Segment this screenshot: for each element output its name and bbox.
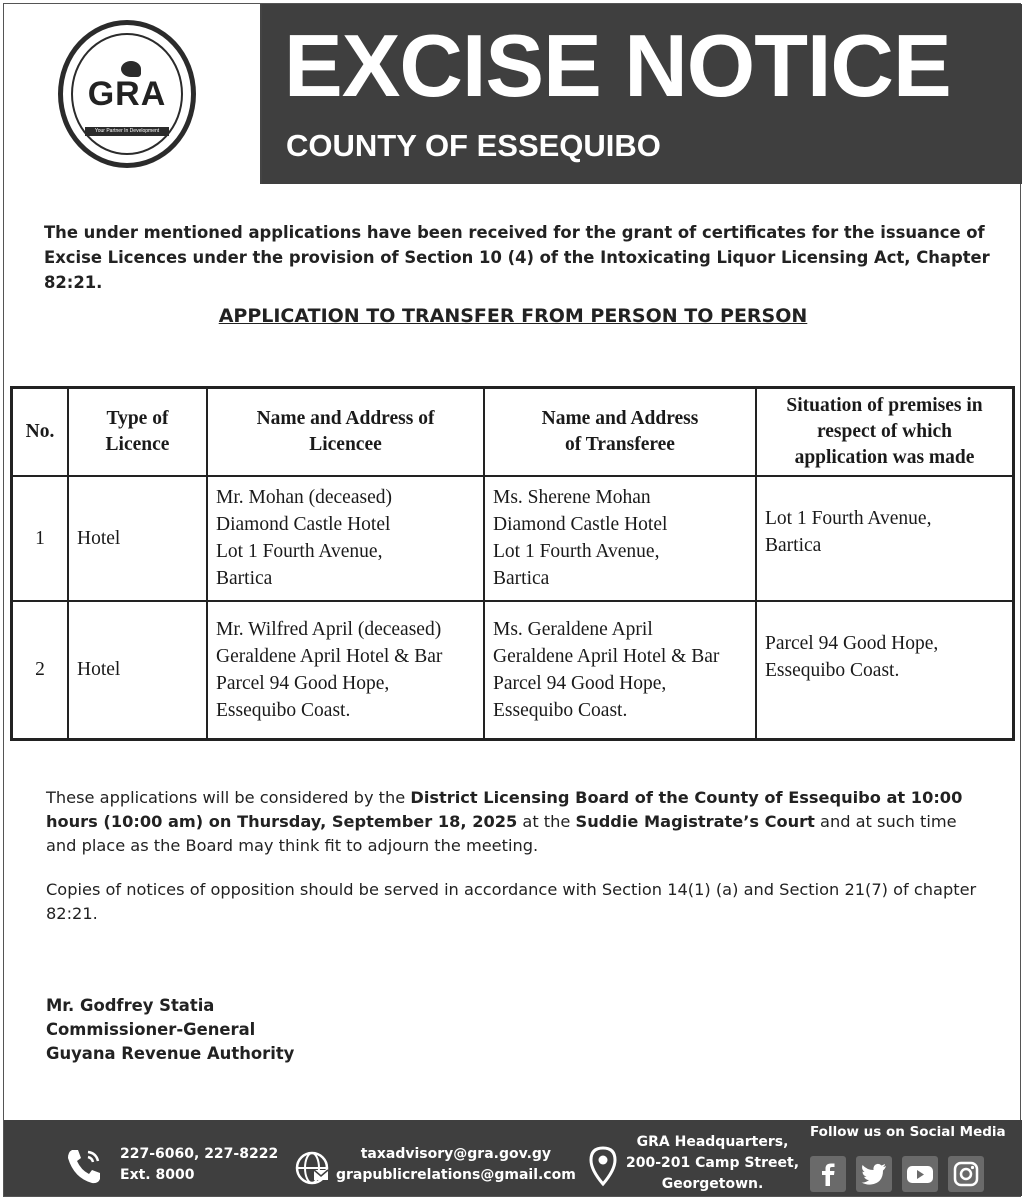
row-transferee: Ms. Sherene Mohan Diamond Castle Hotel Lot 1 Fourth Avenue, Bartica — [484, 476, 756, 601]
logo-tagline: Your Partner In Development — [85, 127, 169, 136]
contact-footer — [4, 1120, 1022, 1196]
header-type: Type of Licence — [68, 388, 207, 477]
facebook-icon[interactable] — [810, 1156, 846, 1192]
applications-table — [10, 386, 1015, 741]
row-transferee: Ms. Geraldene April Geraldene April Hotel & Bar Parcel 94 Good Hope, Essequibo Coast. — [484, 601, 756, 740]
header-transferee: Name and Address of Transferee — [484, 388, 756, 477]
notice-subtitle: COUNTY OF ESSEQUIBO — [286, 128, 661, 163]
notice-title: EXCISE NOTICE — [284, 16, 951, 115]
header-no: No. — [12, 388, 69, 477]
signatory-name: Mr. Godfrey Statia — [46, 996, 215, 1015]
row-no: 1 — [12, 476, 69, 601]
email-addresses[interactable]: taxadvisory@gra.gov.gy grapublicrelations@gmail.com — [336, 1146, 576, 1183]
instagram-icon[interactable] — [948, 1156, 984, 1192]
location-pin-icon — [588, 1146, 618, 1188]
phone-numbers[interactable]: 227-6060, 227-8222 Ext. 8000 — [120, 1146, 279, 1183]
header-situation: Situation of premises in respect of which application was made — [756, 388, 1014, 477]
intro-paragraph: The under mentioned applications have been received for the grant of certificates for the issuance of Excise Licences under the provision of Section 10 (4) of the Intoxicating Liquor Licensing Act, Chapter 82:21. — [44, 223, 990, 292]
opposition-paragraph: Copies of notices of opposition should be served in accordance with Section 14(1) (a) and Section 21(7) of chapter 82:21. — [46, 880, 977, 923]
signature-block — [46, 994, 294, 1066]
signatory-title: Commissioner-General — [46, 1020, 256, 1039]
youtube-icon[interactable] — [902, 1156, 938, 1192]
twitter-icon[interactable] — [856, 1156, 892, 1192]
row-licencee: Mr. Wilfred April (deceased) Geraldene April Hotel & Bar Parcel 94 Good Hope, Essequibo Coast. — [207, 601, 484, 740]
section-heading: APPLICATION TO TRANSFER FROM PERSON TO PERSON — [218, 305, 808, 327]
table-row — [12, 476, 1014, 601]
row-type: Hotel — [68, 601, 207, 740]
row-situation: Parcel 94 Good Hope, Essequibo Coast. — [756, 601, 1014, 740]
row-situation: Lot 1 Fourth Avenue, Bartica — [756, 476, 1014, 601]
table-header-row — [12, 388, 1014, 477]
table-row — [12, 601, 1014, 740]
header-licencee: Name and Address of Licencee — [207, 388, 484, 477]
logo-panel — [4, 4, 262, 184]
phone-icon — [62, 1144, 106, 1188]
email-globe-icon — [294, 1150, 330, 1186]
signatory-org: Guyana Revenue Authority — [46, 1044, 295, 1063]
header-banner — [4, 4, 1022, 186]
row-no: 2 — [12, 601, 69, 740]
gra-logo — [58, 20, 196, 168]
hq-address: GRA Headquarters, 200-201 Camp Street, Georgetown. — [626, 1134, 800, 1192]
logo-text: GRA — [87, 75, 167, 113]
consideration-paragraph: These applications will be considered by the District Licensing Board of the County of Essequibo at 10:00 hours (10:00 am) on Thursday, September 18, 2025 at the Suddie Magistrate’s Court and at such time and place as the Board may think fit to adjourn the meeting. — [46, 788, 963, 855]
row-licencee: Mr. Mohan (deceased) Diamond Castle Hotel Lot 1 Fourth Avenue, Bartica — [207, 476, 484, 601]
title-panel — [262, 4, 1022, 184]
social-media-title: Follow us on Social Media — [810, 1124, 1006, 1140]
row-type: Hotel — [68, 476, 207, 601]
